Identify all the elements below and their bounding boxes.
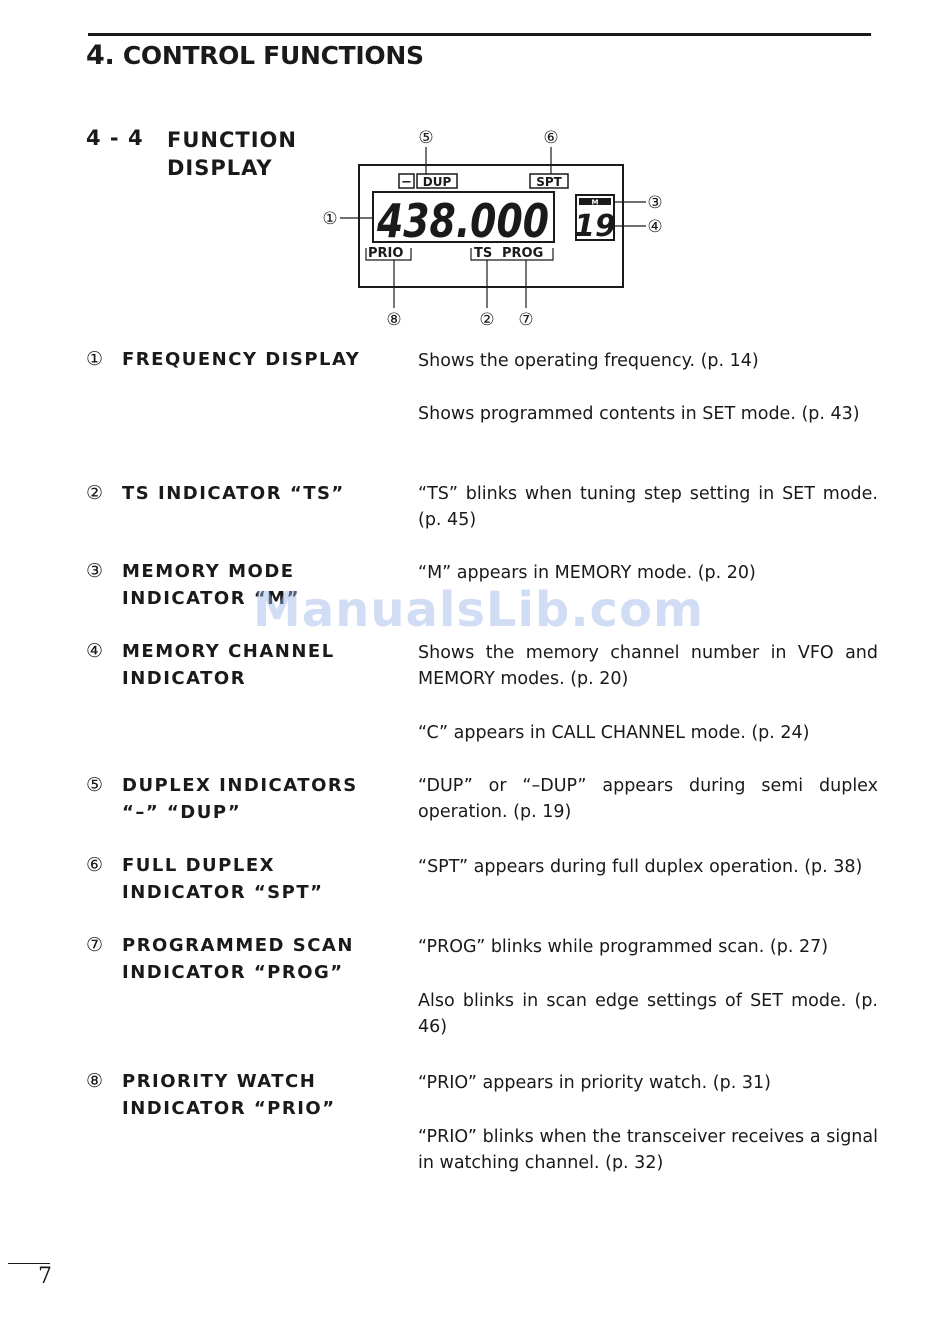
item-description: “C” appears in CALL CHANNEL mode. (p. 24) <box>418 723 810 743</box>
function-display-diagram <box>300 120 680 335</box>
item-label-line1: TS INDICATOR “TS” <box>122 483 345 504</box>
watermark: ManualsLib.com <box>253 582 704 638</box>
item-description: “PROG” blinks while programmed scan. (p. 27) <box>418 937 829 957</box>
memory-m-text: M <box>591 198 599 207</box>
item-description: Shows the memory channel number in VFO and MEMORY modes. (p. 20) <box>418 643 878 689</box>
item-description: Shows the operating frequency. (p. 14) <box>418 351 759 371</box>
header-rule <box>88 33 871 36</box>
item-description: “PRIO” blinks when the transceiver receives a signal in watching channel. (p. 32) <box>418 1127 878 1173</box>
item-description: “SPT” appears during full duplex operation. (p. 38) <box>418 857 863 877</box>
item-label-programmed-scan <box>86 932 354 986</box>
minus-tag: − <box>401 175 412 190</box>
item-label-memory-channel <box>86 638 335 692</box>
item-label-duplex-indicators <box>86 772 358 826</box>
frequency-digits: 438.000 <box>376 194 549 248</box>
section-title-text: CONTROL FUNCTIONS <box>122 41 424 70</box>
item-description: Shows programmed contents in SET mode. (p. 43) <box>418 404 860 424</box>
item-label-line1: FULL DUPLEX <box>122 855 276 876</box>
subsection-number: 4 - 4 <box>86 126 144 150</box>
item-label-line1: DUPLEX INDICATORS <box>122 775 358 796</box>
ts-tag: TS <box>474 246 493 261</box>
prio-tag: PRIO <box>368 246 404 261</box>
item-number: ② <box>86 482 105 504</box>
item-number: ⑥ <box>86 854 105 876</box>
dup-tag: DUP <box>422 175 452 189</box>
item-description: “M” appears in MEMORY mode. (p. 20) <box>418 563 756 583</box>
item-label-line2: INDICATOR “M” <box>122 588 300 609</box>
item-label-line1: MEMORY CHANNEL <box>122 641 335 662</box>
channel-digits: 19 <box>574 209 616 244</box>
item-label-line2: INDICATOR “SPT” <box>122 882 324 903</box>
item-description: Also blinks in scan edge settings of SET mode. (p. 46) <box>418 991 878 1037</box>
item-label-line2: INDICATOR “PRIO” <box>122 1098 336 1119</box>
prog-tag: PROG <box>502 246 544 261</box>
item-description: “DUP” or “–DUP” appears during semi duplex operation. (p. 19) <box>418 776 878 822</box>
item-label-priority-watch <box>86 1068 336 1122</box>
callout-7: ⑦ <box>518 310 534 330</box>
item-number: ⑦ <box>86 934 105 956</box>
item-number: ① <box>86 348 105 370</box>
item-label-line1: PRIORITY WATCH <box>122 1071 317 1092</box>
item-number: ④ <box>86 640 105 662</box>
callout-3: ③ <box>647 193 663 213</box>
spt-tag: SPT <box>536 175 562 189</box>
item-label-line1: MEMORY MODE <box>122 561 295 582</box>
callout-2: ② <box>479 310 495 330</box>
callout-1: ① <box>322 209 338 229</box>
item-label-ts-indicator <box>86 480 345 507</box>
item-number: ③ <box>86 560 105 582</box>
item-label-line1: FREQUENCY DISPLAY <box>122 349 361 370</box>
subsection-title-line1: FUNCTION <box>167 128 297 152</box>
callout-6: ⑥ <box>543 128 559 148</box>
item-label-line2: “–” “DUP” <box>122 802 242 823</box>
page-number: 7 <box>38 1264 52 1289</box>
callout-4: ④ <box>647 217 663 237</box>
item-label-line2: INDICATOR <box>122 668 247 689</box>
item-description: “TS” blinks when tuning step setting in SET mode. (p. 45) <box>418 484 878 530</box>
callout-8: ⑧ <box>386 310 402 330</box>
callout-5: ⑤ <box>418 128 434 148</box>
item-label-line1: PROGRAMMED SCAN <box>122 935 354 956</box>
section-number: 4. <box>86 40 115 71</box>
section-title <box>86 40 424 71</box>
item-label-frequency-display <box>86 346 360 373</box>
item-number: ⑧ <box>86 1070 105 1092</box>
item-label-line2: INDICATOR “PROG” <box>122 962 344 983</box>
subsection-title <box>167 126 297 182</box>
item-label-full-duplex <box>86 852 323 906</box>
item-number: ⑤ <box>86 774 105 796</box>
item-description: “PRIO” appears in priority watch. (p. 31) <box>418 1073 771 1093</box>
subsection-title-line2: DISPLAY <box>167 156 273 180</box>
